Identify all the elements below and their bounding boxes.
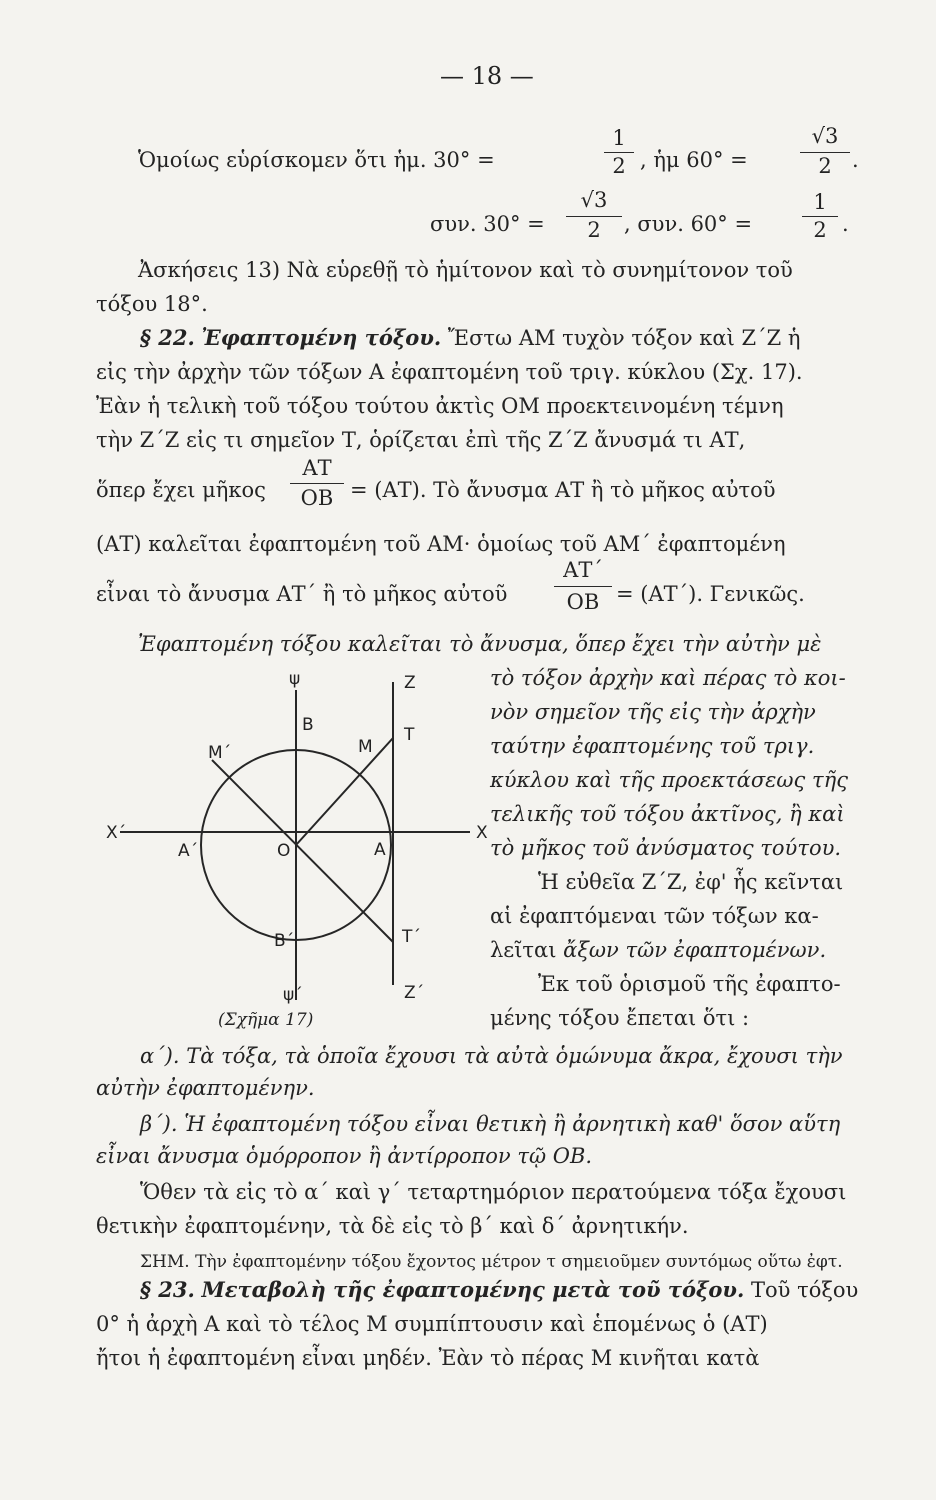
definition-right-line-3: ταύτην ἐφαπτομένης τοῦ τριγ. xyxy=(490,734,815,758)
definition-right-line-4: κύκλου καὶ τῆς προεκτάσεως τῆς xyxy=(490,768,848,792)
label-b: B xyxy=(302,715,314,735)
cos60-denominator: 2 xyxy=(813,218,827,242)
definition-right-line-6: τὸ μῆκος τοῦ ἀνύσματος τούτου. xyxy=(490,836,842,860)
definition-right-line-5: τελικῆς τοῦ τόξου ἀκτῖνος, ἢ καὶ xyxy=(490,802,845,826)
section-22-title: Ἐφαπτομένη τόξου. xyxy=(201,325,442,350)
section-22-line-5-pre: ὅπερ ἔχει μῆκος xyxy=(96,478,266,502)
formula-sep-1: , ἡμ 60° = xyxy=(640,148,748,172)
section-23-heading xyxy=(140,1278,858,1302)
label-x-prime: X΄ xyxy=(106,823,127,843)
sin60-numerator: √3 xyxy=(811,124,839,148)
section-23-line-3: ἤτοι ἡ ἐφαπτομένη εἶναι μηδέν. Ἐὰν τὸ πέρας Μ κινῆται κατὰ xyxy=(96,1346,760,1370)
label-m-prime: M΄ xyxy=(208,743,232,763)
section-22-line-4: τὴν Ζ΄Ζ εἰς τι σημεῖον Τ, ὁρίζεται ἐπὶ τῆς Ζ΄Ζ ἄνυσμά τι ΑΤ, xyxy=(96,428,746,452)
point-b-line-2: εἶναι ἄνυσμα ὁμόρροπον ἢ ἀντίρροπον τῷ ΟΒ. xyxy=(96,1144,593,1168)
point-a-label: α΄). xyxy=(140,1044,180,1068)
conclusion-line-2: θετικὴν ἐφαπτομένην, τὰ δὲ εἰς τὸ β΄ καὶ δ΄ ἀρνητικήν. xyxy=(96,1214,689,1238)
definition-right-line-2: νὸν σημεῖον τῆς εἰς τὴν ἀρχὴν xyxy=(490,700,816,724)
section-22-line-1-rest: Ἔστω ΑΜ τυχὸν τόξον καὶ Ζ΄Ζ ἡ xyxy=(447,326,801,350)
frac-at-prime-numerator: ΑΤ΄ xyxy=(563,558,603,582)
label-a: A xyxy=(374,840,386,860)
tangent-axis-line-1: Ἡ εὐθεῖα Ζ΄Ζ, ἐφ' ἧς κεῖνται xyxy=(538,870,844,894)
sin30-denominator: 2 xyxy=(612,154,626,178)
label-t-prime: T΄ xyxy=(402,927,421,947)
section-22-number: § 22. xyxy=(140,325,195,350)
frac-at-denominator: ΟΒ xyxy=(300,486,334,510)
page-number: — 18 — xyxy=(440,62,534,90)
consequence-line-1: Ἐκ τοῦ ὁρισμοῦ τῆς ἐφαπτο- xyxy=(538,972,841,996)
formula-sep-2: , συν. 60° = xyxy=(624,212,753,236)
section-22-line-7-post: = (ΑΤ΄). Γενικῶς. xyxy=(616,582,805,606)
point-b-line-1 xyxy=(140,1112,840,1136)
label-o: O xyxy=(277,841,291,861)
label-psi: ψ xyxy=(289,669,301,689)
sin30-numerator: 1 xyxy=(612,126,626,150)
formula-cos30: συν. 30° = xyxy=(430,212,545,236)
cos30-denominator: 2 xyxy=(587,218,601,242)
formula-end-1: . xyxy=(852,148,859,172)
section-23-line-2: 0° ἡ ἀρχὴ Α καὶ τὸ τέλος Μ συμπίπτουσιν καὶ ἑπομένως ὁ (ΑΤ) xyxy=(96,1312,768,1336)
note-line xyxy=(140,1250,843,1274)
cos30-numerator: √3 xyxy=(580,188,608,212)
radius-om-prime-extended xyxy=(212,760,393,942)
label-m: M xyxy=(358,737,373,757)
label-z: Z xyxy=(404,673,416,693)
exercise-line-1: Ἀσκήσεις 13) Νὰ εὑρεθῇ τὸ ἡμίτονον καὶ τὸ συνημίτονον τοῦ xyxy=(138,258,793,282)
point-a-line-1 xyxy=(140,1044,843,1068)
section-23-number: § 23. xyxy=(140,1277,195,1302)
tangent-axis-line-2: αἱ ἐφαπτόμεναι τῶν τόξων κα- xyxy=(490,904,819,928)
label-z-prime: Z΄ xyxy=(404,983,425,1003)
note-text: Τὴν ἐφαπτομένην τόξου ἔχοντος μέτρον τ σημειοῦμεν συντόμως οὕτω ἐφτ. xyxy=(195,1252,843,1272)
section-22-line-3: Ἐὰν ἡ τελικὴ τοῦ τόξου τούτου ἀκτὶς ΟΜ προεκτεινομένη τέμνη xyxy=(96,394,784,418)
exercise-line-2: τόξου 18°. xyxy=(96,292,208,316)
consequence-line-2: μένης τόξου ἔπεται ὅτι : xyxy=(490,1006,750,1030)
section-22-line-5-post: = (ΑΤ). Τὸ ἄνυσμα ΑΤ ἢ τὸ μῆκος αὐτοῦ xyxy=(350,478,776,502)
point-b-text: Ἡ ἐφαπτομένη τόξου εἶναι θετικὴ ἢ ἀρνητικὴ καθ' ὅσον αὕτη xyxy=(184,1112,841,1136)
definition-line-1: Ἐφαπτομένη τόξου καλεῖται τὸ ἄνυσμα, ὅπερ ἔχει τὴν αὐτὴν μὲ xyxy=(138,632,822,656)
section-23-title: Μεταβολὴ τῆς ἐφαπτομένης μετὰ τοῦ τόξου. xyxy=(201,1277,745,1302)
label-x: X xyxy=(476,823,488,843)
label-psi-prime: ψ΄ xyxy=(283,985,303,1005)
note-label: ΣΗΜ. xyxy=(140,1252,190,1272)
label-a-prime: A΄ xyxy=(178,841,199,861)
section-23-line-1-rest: Τοῦ τόξου xyxy=(750,1278,859,1302)
sin60-denominator: 2 xyxy=(818,154,832,178)
section-22-line-2: εἰς τὴν ἀρχὴν τῶν τόξων Α ἐφαπτομένη τοῦ τριγ. κύκλου (Σχ. 17). xyxy=(96,360,803,384)
section-22-line-7-pre: εἶναι τὸ ἄνυσμα ΑΤ΄ ἢ τὸ μῆκος αὐτοῦ xyxy=(96,582,508,606)
point-a-line-2: αὐτὴν ἐφαπτομένην. xyxy=(96,1076,315,1100)
formula-sin-intro: Ὁμοίως εὑρίσκομεν ὅτι ἡμ. 30° = xyxy=(138,148,495,172)
tangent-axis-mixed-pre: λεῖται xyxy=(490,938,557,962)
point-a-text: Τὰ τόξα, τὰ ὁποῖα ἔχουσι τὰ αὐτὰ ὁμώνυμα ἄκρα, ἔχουσι τὴν xyxy=(186,1044,843,1068)
definition-right-line-1: τὸ τόξον ἀρχὴν καὶ πέρας τὸ κοι- xyxy=(490,666,846,690)
cos60-numerator: 1 xyxy=(813,190,827,214)
label-b-prime: B΄ xyxy=(274,931,295,951)
point-b-label: β΄). xyxy=(140,1112,178,1136)
figure-caption: (Σχῆμα 17) xyxy=(218,1010,314,1030)
conclusion-line-1: Ὅθεν τὰ εἰς τὸ α΄ καὶ γ΄ τεταρτημόριον περατούμενα τόξα ἔχουσι xyxy=(140,1180,847,1204)
frac-at-numerator: ΑΤ xyxy=(302,456,332,480)
section-22-line-6: (ΑΤ) καλεῖται ἐφαπτομένη τοῦ ΑΜ· ὁμοίως τοῦ ΑΜ΄ ἐφαπτομένη xyxy=(96,532,786,556)
label-t: T xyxy=(404,725,415,745)
radius-om-extended xyxy=(296,738,393,845)
tangent-axis-term: ἄξων τῶν ἐφαπτομένων. xyxy=(563,938,827,962)
formula-end-2: . xyxy=(842,212,849,236)
frac-at-prime-denominator: ΟΒ xyxy=(566,590,600,614)
